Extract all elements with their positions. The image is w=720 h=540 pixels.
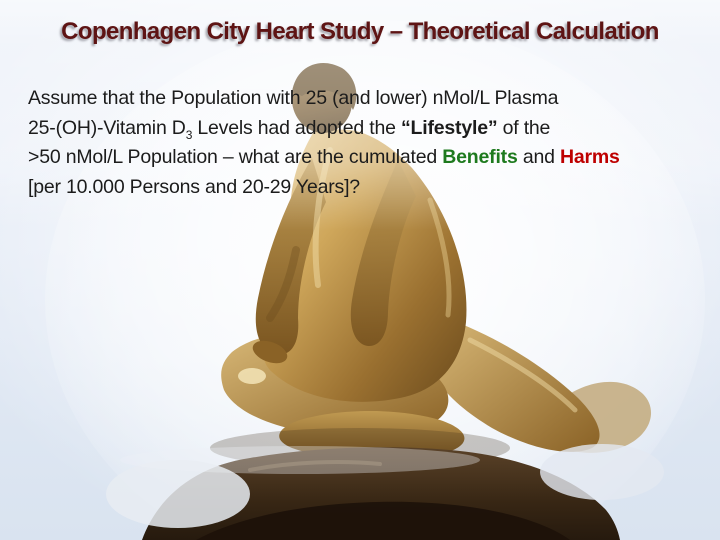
body-line-4	[28, 173, 676, 203]
body-line-2	[28, 114, 676, 144]
body-line-3	[28, 143, 676, 173]
line4-text: [per 10.000 Persons and 20-29 Years]?	[28, 175, 360, 198]
mist-right	[540, 444, 664, 500]
glint-knee	[238, 368, 266, 384]
line2-mid: Levels had adopted the	[192, 116, 401, 139]
line2-post: of the	[497, 116, 551, 139]
harms-text: Harms	[560, 146, 620, 168]
slide-body	[28, 84, 676, 202]
vitamin-d3-subscript: 3	[185, 127, 193, 142]
line2-pre: 25-(OH)-Vitamin D	[28, 116, 186, 139]
slide-title: Copenhagen City Heart Study – Theoretical Calculation	[61, 18, 659, 45]
mist-center	[120, 446, 480, 474]
line3-pre: >50 nMol/L Population – what are the cumulated	[28, 146, 443, 168]
line3-and: and	[517, 146, 560, 168]
line1-text: Assume that the Population with 25 (and lower) nMol/L Plasma	[28, 87, 559, 109]
benefits-text: Benefits	[442, 146, 518, 168]
body-line-1	[28, 84, 676, 114]
lifestyle-bold-text: “Lifestyle”	[400, 116, 498, 139]
